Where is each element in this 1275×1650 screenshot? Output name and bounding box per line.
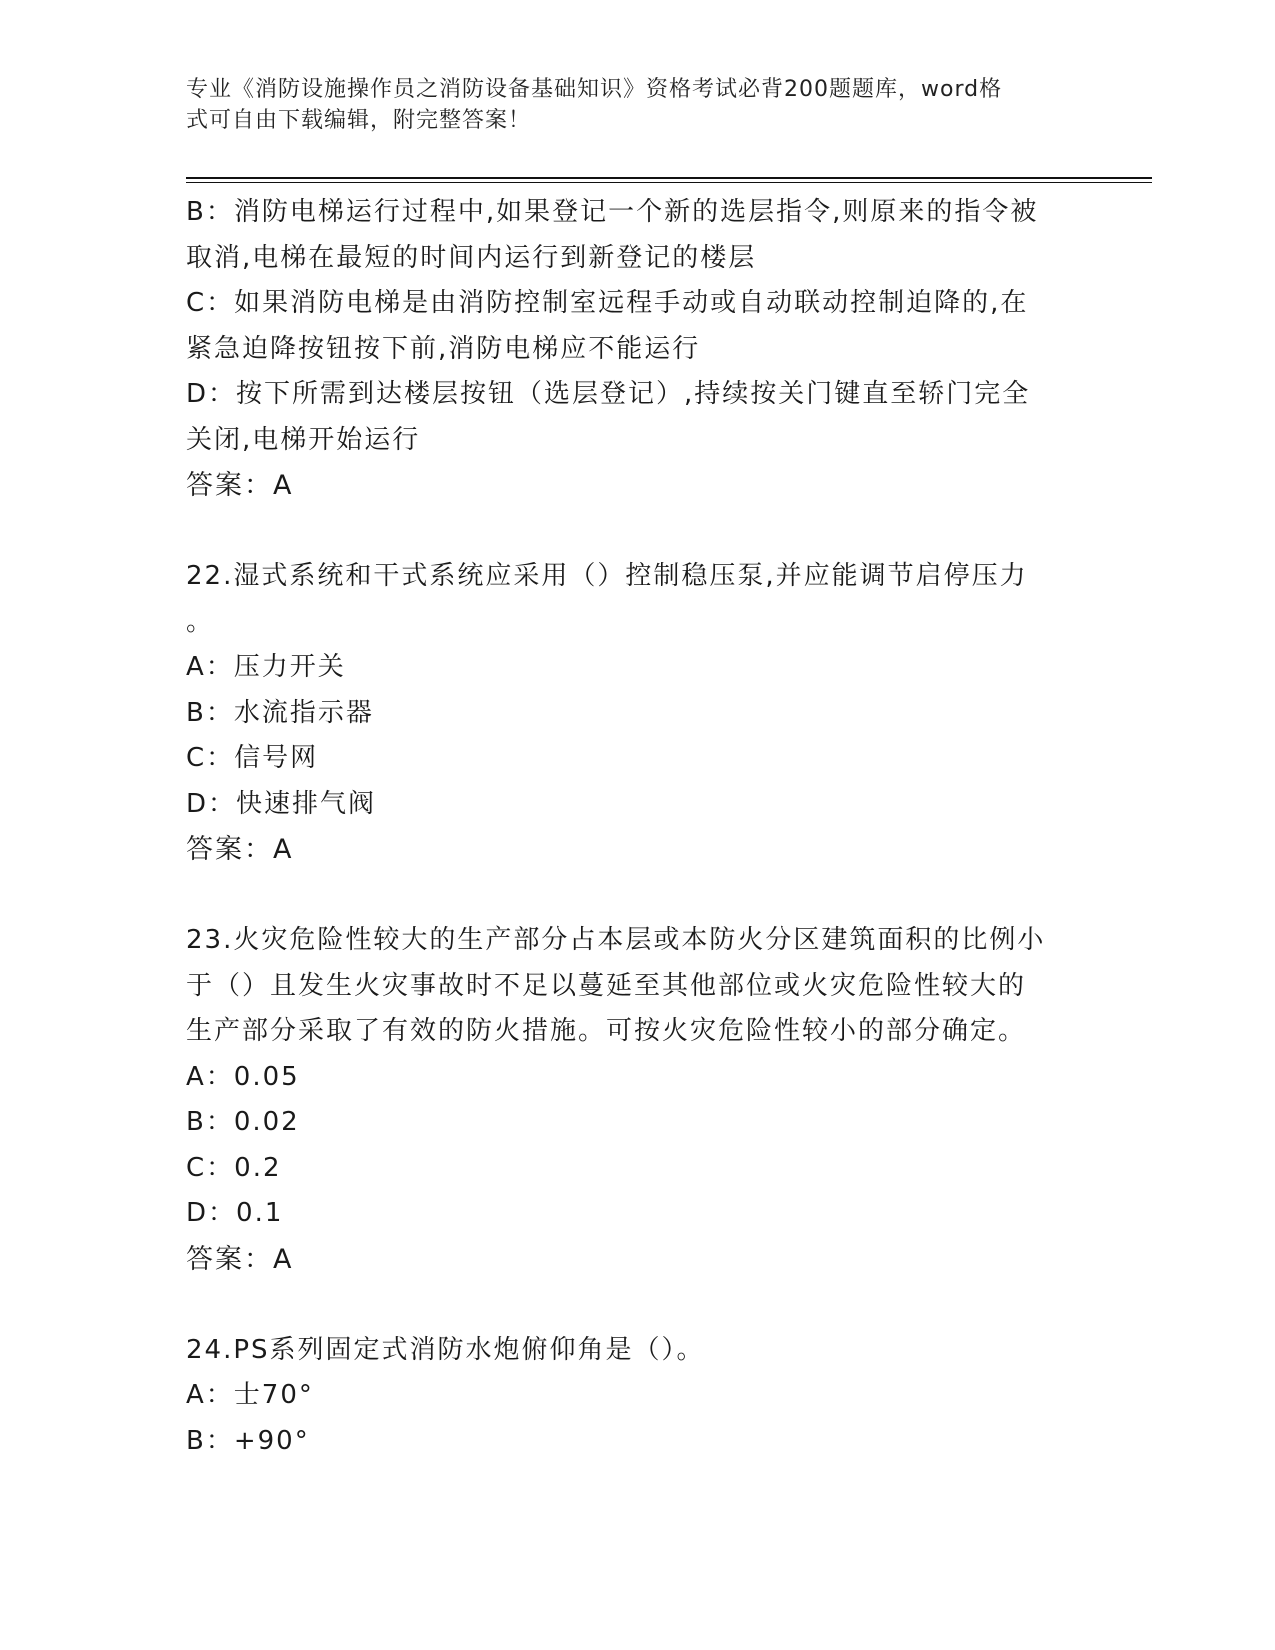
option-b: B：0.02 bbox=[186, 1107, 300, 1137]
question-stem-line-2: 于（）且发生火灾事故时不足以蔓延至其他部位或火灾危险性较大的 bbox=[186, 970, 1027, 1001]
question-content bbox=[186, 190, 1086, 1464]
question-stem-line-3: 生产部分采取了有效的防火措施。可按火灾危险性较小的部分确定。 bbox=[186, 1016, 1027, 1046]
spacer bbox=[186, 509, 1086, 555]
option-d: D：快速排气阀 bbox=[186, 788, 377, 819]
option-c-line-2: 紧急迫降按钮按下前,消防电梯应不能运行 bbox=[186, 333, 701, 364]
question-stem-line-1: 24.PS系列固定式消防水炮俯仰角是（）。 bbox=[186, 1334, 705, 1365]
answer-label: 答案：A bbox=[186, 470, 294, 501]
option-c-line-1: C：如果消防电梯是由消防控制室远程手动或自动联动控制迫降的,在 bbox=[186, 288, 1029, 318]
answer-label: 答案：A bbox=[186, 834, 294, 865]
document-header bbox=[186, 74, 1066, 136]
option-c: C：0.2 bbox=[186, 1152, 282, 1183]
spacer bbox=[186, 873, 1086, 919]
option-d-line-2: 关闭,电梯开始运行 bbox=[186, 424, 421, 455]
question-21-continuation bbox=[186, 190, 1086, 509]
option-d-line-1: D：按下所需到达楼层按钮（选层登记）,持续按关门键直至轿门完全 bbox=[186, 379, 1031, 409]
question-24 bbox=[186, 1328, 1086, 1465]
header-line-1: 专业《消防设施操作员之消防设备基础知识》资格考试必背200题题库，word格 bbox=[186, 77, 1003, 102]
option-a: A：士70° bbox=[186, 1380, 314, 1410]
option-b: B：+90° bbox=[186, 1425, 310, 1456]
option-b-line-1: B：消防电梯运行过程中,如果登记一个新的选层指令,则原来的指令被 bbox=[186, 197, 1039, 227]
question-23 bbox=[186, 918, 1086, 1282]
question-stem-line-2: 。 bbox=[186, 606, 215, 637]
header-line-2: 式可自由下载编辑，附完整答案！ bbox=[186, 108, 532, 133]
header-divider-thick bbox=[186, 177, 1152, 179]
answer-label: 答案：A bbox=[186, 1243, 294, 1275]
option-d: D：0.1 bbox=[186, 1198, 284, 1228]
question-stem-line-1: 23.火灾危险性较大的生产部分占本层或本防火分区建筑面积的比例小 bbox=[186, 925, 1046, 955]
option-c: C：信号网 bbox=[186, 743, 319, 773]
spacer bbox=[186, 1282, 1086, 1328]
header-divider-thin bbox=[186, 182, 1152, 183]
question-22 bbox=[186, 554, 1086, 873]
question-stem-line-1: 22.湿式系统和干式系统应采用（）控制稳压泵,并应能调节启停压力 bbox=[186, 561, 1028, 591]
option-b-line-2: 取消,电梯在最短的时间内运行到新登记的楼层 bbox=[186, 242, 757, 273]
option-a: A：0.05 bbox=[186, 1061, 300, 1092]
option-a: A：压力开关 bbox=[186, 652, 346, 682]
option-b: B：水流指示器 bbox=[186, 697, 374, 728]
